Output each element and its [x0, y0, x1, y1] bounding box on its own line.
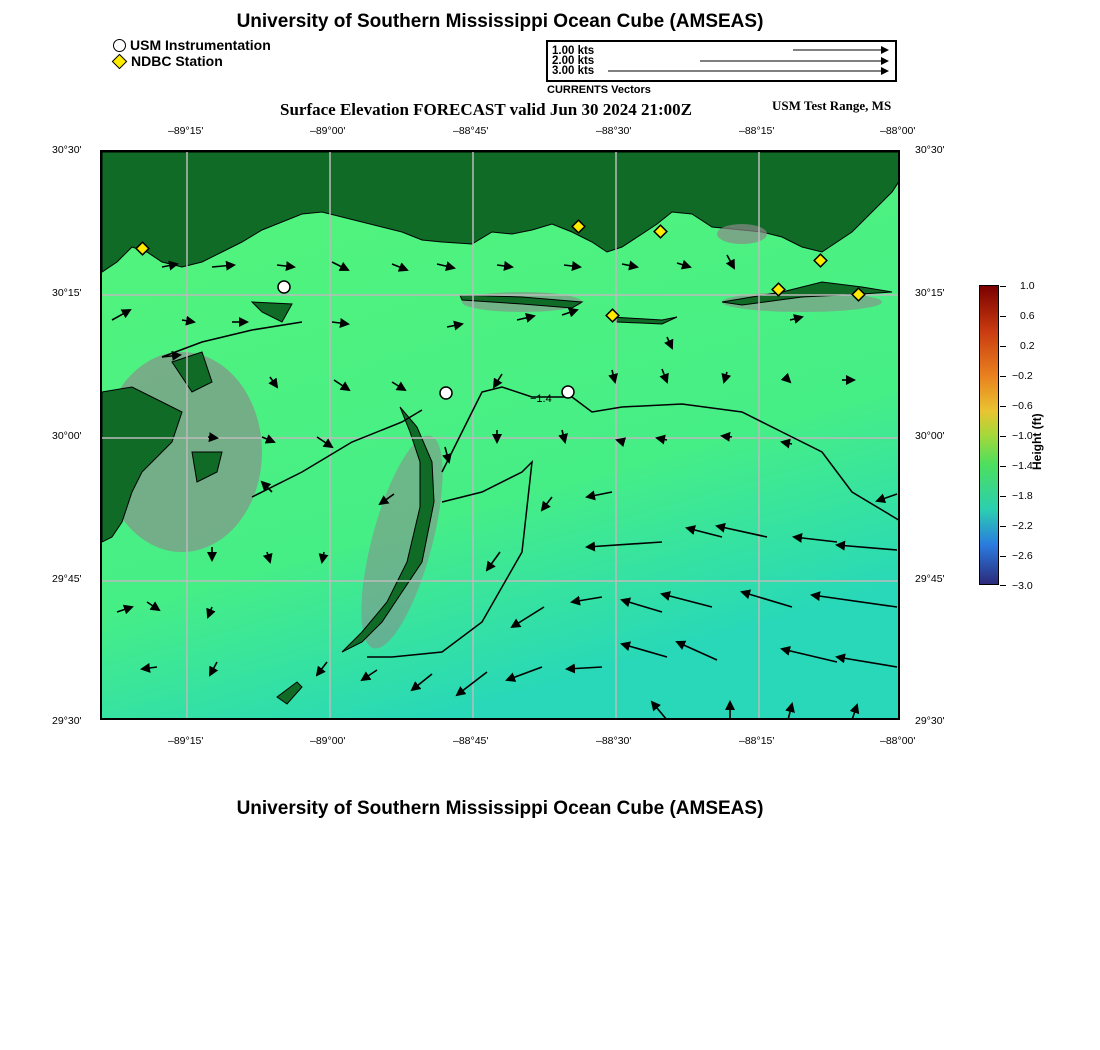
x-tick-top-5: –88°15'	[739, 125, 775, 137]
y-tick-right-2: 30°15'	[915, 287, 945, 299]
current-vector	[208, 437, 217, 438]
colorbar-title: Height (ft)	[1030, 413, 1044, 470]
colorbar-tick	[1000, 436, 1006, 437]
footer-title: University of Southern Mississippi Ocean Cube (AMSEAS)	[236, 798, 764, 819]
usm-instrument-marker[interactable]	[562, 386, 574, 398]
usm-marker-icon	[113, 39, 126, 52]
legend-usm	[113, 37, 271, 53]
colorbar-tick	[1000, 556, 1006, 557]
colorbar-label: 0.2	[1020, 340, 1035, 352]
colorbar-label: −3.0	[1012, 580, 1033, 592]
vector-legend-caption: CURRENTS Vectors	[547, 84, 651, 96]
y-tick-left-2: 30°15'	[52, 287, 82, 299]
x-tick-top-4: –88°30'	[596, 125, 632, 137]
legend-ndbc	[113, 53, 223, 69]
colorbar-label: −2.6	[1012, 550, 1033, 562]
colorbar-tick	[1000, 376, 1006, 377]
y-tick-right-5: 29°30'	[915, 715, 945, 727]
y-tick-right-4: 29°45'	[915, 573, 945, 585]
x-tick-top-2: –89°00'	[310, 125, 346, 137]
map-subtitle: Surface Elevation FORECAST valid Jun 30 2024 21:00Z	[280, 100, 692, 119]
legend-ndbc-label: NDBC Station	[131, 53, 223, 69]
colorbar-label: −0.6	[1012, 400, 1033, 412]
colorbar-label: 1.0	[1020, 280, 1035, 292]
x-tick-bottom-3: –88°45'	[453, 735, 489, 747]
vector-legend	[546, 40, 897, 82]
map-canvas	[102, 152, 900, 720]
colorbar-tick	[1000, 286, 1006, 287]
y-tick-left-5: 29°30'	[52, 715, 82, 727]
colorbar-label: −1.4	[1012, 460, 1033, 472]
y-tick-left-1: 30°30'	[52, 144, 82, 156]
x-tick-top-6: –88°00'	[880, 125, 916, 137]
colorbar-tick	[1000, 466, 1006, 467]
colorbar-tick	[1000, 526, 1006, 527]
legend-usm-label: USM Instrumentation	[130, 37, 271, 53]
colorbar-label: −0.2	[1012, 370, 1033, 382]
colorbar-tick	[1000, 316, 1006, 317]
x-tick-top-1: –89°15'	[168, 125, 204, 137]
x-tick-bottom-6: –88°00'	[880, 735, 916, 747]
colorbar-tick	[1000, 406, 1006, 407]
x-tick-bottom-4: –88°30'	[596, 735, 632, 747]
vector-legend-arrows	[548, 42, 895, 80]
x-tick-bottom-5: –88°15'	[739, 735, 775, 747]
vector-legend-row-1: 1.00 kts	[552, 45, 595, 57]
colorbar	[979, 285, 999, 585]
colorbar-label: 0.6	[1020, 310, 1035, 322]
ndbc-marker-icon	[112, 53, 128, 69]
vector-legend-row-2: 2.00 kts	[552, 55, 595, 67]
page-title: University of Southern Mississippi Ocean Cube (AMSEAS)	[236, 11, 764, 32]
colorbar-tick	[1000, 585, 1006, 586]
map-frame	[100, 150, 900, 720]
y-tick-left-3: 30°00'	[52, 430, 82, 442]
vector-legend-row-3: 3.00 kts	[552, 65, 595, 77]
colorbar-tick	[1000, 346, 1006, 347]
y-tick-right-3: 30°00'	[915, 430, 945, 442]
colorbar-label: −1.0	[1012, 430, 1033, 442]
x-tick-bottom-2: –89°00'	[310, 735, 346, 747]
usm-instrument-marker[interactable]	[440, 387, 452, 399]
current-vector	[722, 436, 732, 437]
colorbar-tick	[1000, 496, 1006, 497]
colorbar-label: −1.8	[1012, 490, 1033, 502]
x-tick-top-3: –88°45'	[453, 125, 489, 137]
colorbar-label: −2.2	[1012, 520, 1033, 532]
x-tick-bottom-1: –89°15'	[168, 735, 204, 747]
y-tick-right-1: 30°30'	[915, 144, 945, 156]
usm-instrument-marker[interactable]	[278, 281, 290, 293]
contour-label: −1.4	[530, 393, 552, 405]
range-label: USM Test Range, MS	[772, 98, 892, 113]
y-tick-left-4: 29°45'	[52, 573, 82, 585]
